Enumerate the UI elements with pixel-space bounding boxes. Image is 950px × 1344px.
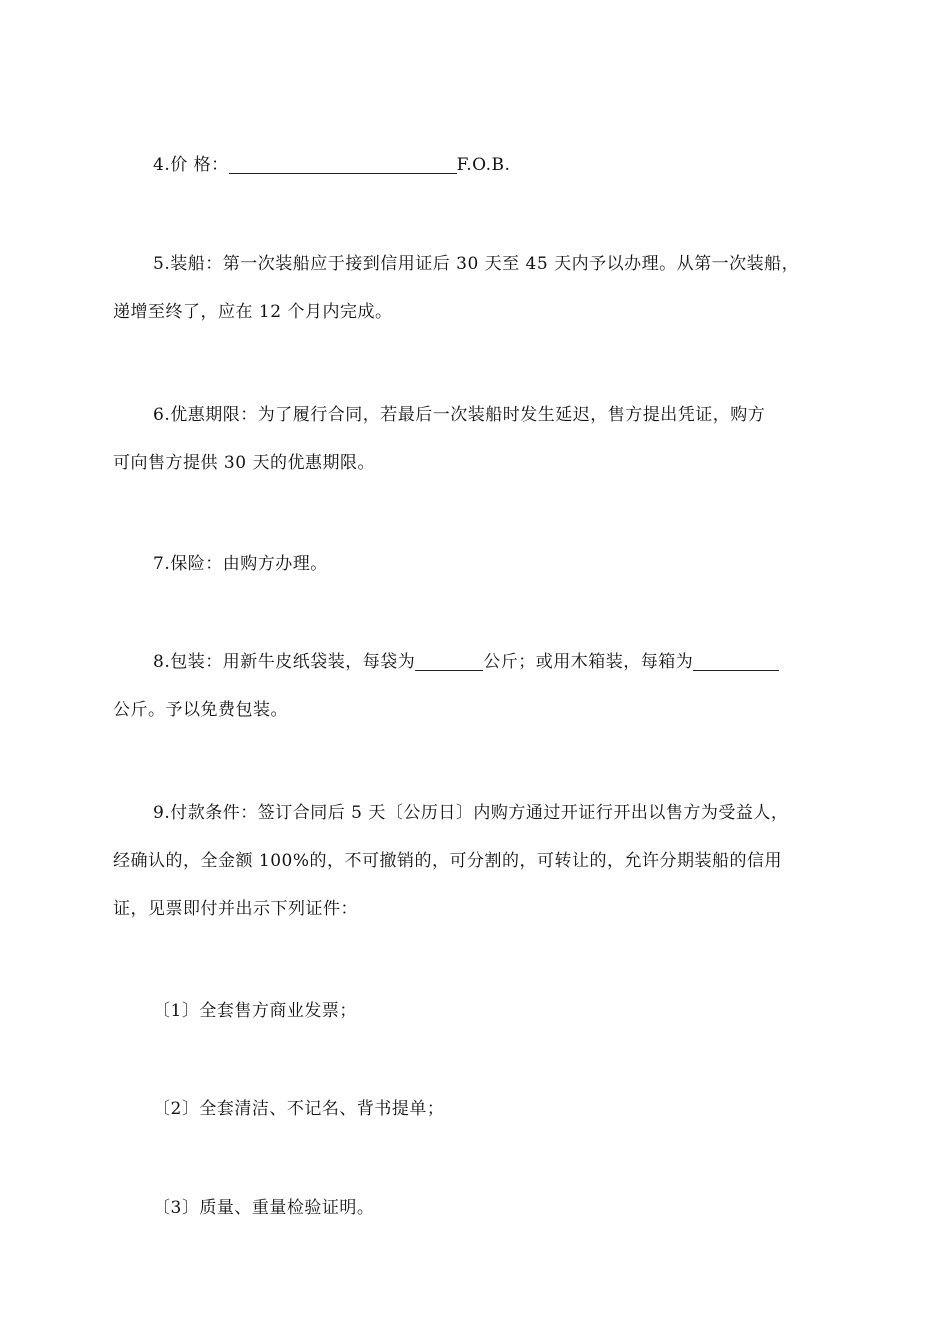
clause-packing-part-1: 8.包装：用新牛皮纸袋装，每袋为 [153,652,416,672]
clause-payment-line-3: 证，见票即付并出示下列证件： [113,899,358,919]
document-item-2 [113,1085,853,1133]
document-item-1 [113,987,853,1035]
document-item-3-text: 〔3〕质量、重量检验证明。 [153,1198,375,1218]
clause-shipment-line-1: 5.装船：第一次装船应于接到信用证后 30 天至 45 天内予以办理。从第一次装船， [153,254,800,274]
clause-grace-period [113,391,853,487]
clause-price [113,141,853,189]
clause-packing-line-1 [113,638,853,686]
clause-shipment-line-2: 递增至终了，应在 12 个月内完成。 [113,302,393,322]
clause-grace-period-line-2: 可向售方提供 30 天的优惠期限。 [113,453,375,473]
clause-shipment [113,240,853,336]
clause-packing [113,638,853,734]
clause-payment [113,789,853,933]
clause-packing-line-2: 公斤。予以免费包装。 [113,700,288,720]
clause-insurance [113,540,853,588]
bag-weight-blank-field[interactable] [415,650,483,671]
box-weight-blank-field[interactable] [693,650,779,671]
price-blank-field[interactable] [229,153,457,174]
clause-grace-period-line-1: 6.优惠期限：为了履行合同，若最后一次装船时发生延迟，售方提出凭证，购方 [153,405,766,425]
document-item-2-text: 〔2〕全套清洁、不记名、背书提单； [153,1099,445,1119]
clause-price-line [113,141,853,189]
clause-payment-line-1: 9.付款条件：签订合同后 5 天〔公历日〕内购方通过开证行开出以售方为受益人， [153,803,789,823]
clause-price-suffix: F.O.B. [456,155,511,175]
clause-insurance-line-1: 7.保险：由购方办理。 [153,554,328,574]
document-item-3 [113,1184,853,1232]
clause-payment-line-2: 经确认的，全金额 100%的，不可撤销的，可分割的，可转让的，允许分期装船的信用 [113,851,783,871]
clause-price-label: 4.价 格： [153,155,229,175]
document-item-1-text: 〔1〕全套售方商业发票； [153,1001,357,1021]
clause-packing-part-2: 公斤；或用木箱装，每箱为 [483,652,694,672]
